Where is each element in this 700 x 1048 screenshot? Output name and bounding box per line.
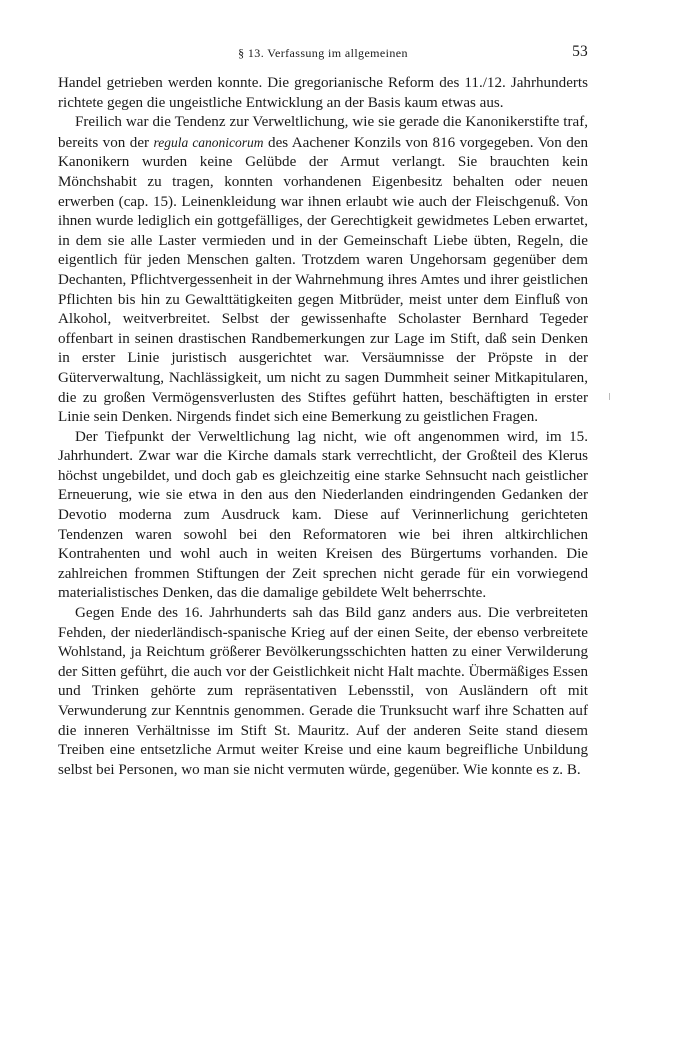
running-head — [58, 40, 588, 66]
paragraph-regula-rest: des Aachener Konzils von 816 vorgegeben. Von den Kanonikern wurden keine Gelübde der Armut verlangt. Sie brauchten kein Mönchshabit zu tragen, konnten vorhandenen Eigenbesitz behalten oder neuen erwerben (cap. 15). Leinenkleidung war ihnen erlaubt wie auch der Fleischgenuß. Von ihnen wurde lediglich ein gottgefälliges, der Gerechtigkeit gewidmetes Leben erwartet, in dem sie alle Laster vermieden und in der Gemeinschaft Liebe übten, Regeln, die eigentlich für jeden Menschen galten. Trotzdem waren Ungehorsam gegenüber dem Dechanten, Pflichtvergessenheit in der Wahrnehmung ihres Amtes und ihrer geistlichen Pflichten bis hin zu Gewalttätigkeiten gegen Mitbrüder, meist unter dem Einfluß von Alkohol, weitverbreitet. Selbst der gewissenhafte Scholaster Bernhard Tegeder offenbart in seinen drastischen Randbemerkungen zur Lage im Stift, daß sein Denken in erster Linie juristisch ausgerichtet war. Versäumnisse der Pröpste in der Güterverwaltung, Nachlässigkeit, um nicht zu sagen Dummheit seiner Mitkapitularen, die zu großen Vermögensverlusten des Stiftes geführt hatten, beschäftigten in erster Linie sein Denken. Nirgends findet sich eine Bemerkung zu geistlichen Fragen. — [58, 134, 589, 426]
paragraph-tiefpunkt: Der Tiefpunkt der Verweltlichung lag nicht, wie oft angenommen wird, im 15. Jahrhundert. Zwar war die Kirche damals stark verrechtlicht, der Großteil des Klerus höchst ungebildet, und doch gab es gleichzeitig eine starke Sehnsucht nach geistlicher Erneuerung, wie sie etwa in den aus den Niederlanden eindringenden Gedanken der Devotio moderna zum Ausdruck kam. Diese auf Verinnerlichung gerichteten Tendenzen waren sowohl bei den Reformatoren wie bei ihren altkirchlichen Kontrahenten und wohl auch in weiten Kreisen des Bürgertums vorhanden. Die zahlreichen frommen Stiftungen der Zeit sprechen nicht gerade für ein vorwiegend materialistisches Denken, das die damalige gebildete Welt beherrschte. — [58, 428, 588, 602]
paragraph-regula — [58, 113, 588, 428]
page-number: 53 — [572, 43, 588, 60]
body-text — [58, 74, 588, 780]
regula-canonicorum-term: regula canonicorum — [153, 134, 264, 150]
margin-mark — [609, 393, 610, 400]
paragraph-continuation: Handel getrieben werden konnte. Die gregorianische Reform des 11./12. Jahrhunderts richtete gegen die ungeistliche Entwicklung an der Basis kaum etwas aus. — [58, 75, 588, 111]
book-page — [58, 40, 588, 780]
paragraph-16-jahrhundert: Gegen Ende des 16. Jahrhunderts sah das Bild ganz anders aus. Die verbreiteten Fehden, der niederländisch-spanische Krieg auf der einen Seite, der ebenso verbreitete Wohlstand, ja Reichtum größerer Bevölkerungsschichten hatten zu einer Verwilderung der Sitten geführt, die auch vor der Geistlichkeit nicht Halt machte. Übermäßiges Essen und Trinken gehörte zum repräsentativen Lebensstil, von Ausländern oft mit Verwunderung zur Kenntnis genommen. Gerade die Trunksucht warf ihre Schatten auf die inneren Verhältnisse im Stift St. Mauritz. Auf der anderen Seite stand diesem Treiben eine entsetzliche Armut weiter Kreise und eine kaum begreifliche Unbildung selbst bei Personen, wo man sie nicht vermuten würde, gegenüber. Wie konnte es z. B. — [58, 605, 588, 778]
running-title: § 13. Verfassung im allgemeinen — [238, 46, 408, 60]
paragraph-regula-lead: Freilich war die Tendenz zur Verweltlichung, wie sie gerade die Kanonikerstifte traf, bereits von der — [58, 114, 588, 151]
